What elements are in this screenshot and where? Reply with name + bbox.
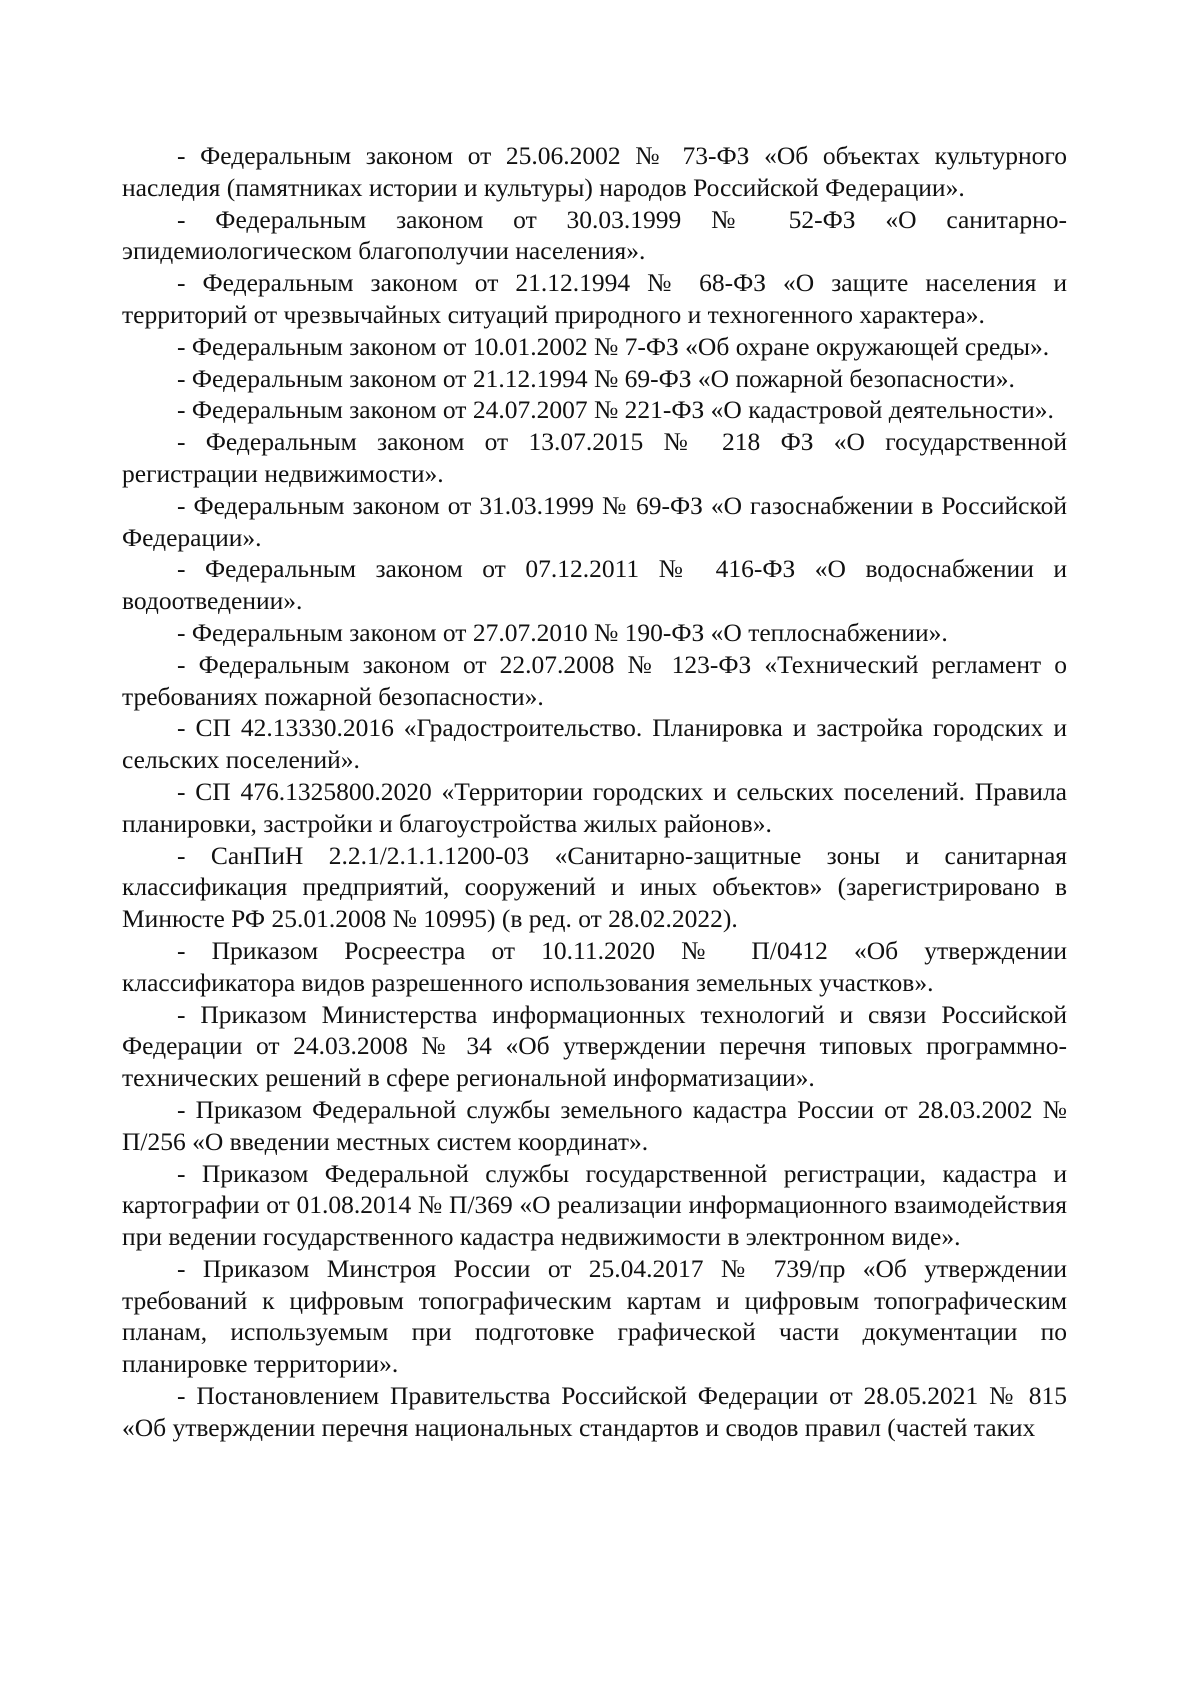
law-reference-item: - Федеральным законом от 30.03.1999 № 52-ФЗ «О санитарно-эпидемиологическом благополучии населения». xyxy=(122,204,1067,266)
law-reference-item: - Федеральным законом от 27.07.2010 № 190-ФЗ «О теплоснабжении». xyxy=(177,617,948,647)
law-reference-item: - Приказом Министерства информационных технологий и связи Российской Федерации от 24.03.2008 № 34 «Об утверждении перечня типовых программно-технических решений в сфере региональной информатизации». xyxy=(122,999,1067,1093)
law-reference-item: - Приказом Федеральной службы государственной регистрации, кадастра и картографии от 01.08.2014 № П/369 «О реализации информационного взаимодействия при ведении государственного кадастра недвижимости в электронном виде». xyxy=(122,1158,1067,1252)
law-reference-item: - Федеральным законом от 31.03.1999 № 69-ФЗ «О газоснабжении в Российской Федерации». xyxy=(122,490,1067,552)
law-reference-item: - Федеральным законом от 24.07.2007 № 221-ФЗ «О кадастровой деятельности». xyxy=(177,395,1054,425)
law-reference-item: - Приказом Минстроя России от 25.04.2017 № 739/пр «Об утверждении требований к цифровым топографическим картам и цифровым топографическим планам, используемым при подготовке графической части документации по планировке территории». xyxy=(122,1253,1067,1379)
law-reference-item: - Федеральным законом от 07.12.2011 № 416-ФЗ «О водоснабжении и водоотведении». xyxy=(122,554,1067,616)
law-reference-item: - Федеральным законом от 25.06.2002 № 73-ФЗ «Об объектах культурного наследия (памятниках истории и культуры) народов Российской Федерации». xyxy=(122,141,1067,202)
law-reference-item: - Приказом Федеральной службы земельного кадастра России от 28.03.2002 № П/256 «О введении местных систем координат». xyxy=(122,1094,1067,1156)
law-reference-item: - Постановлением Правительства Российской Федерации от 28.05.2021 № 815 «Об утверждении перечня национальных стандартов и сводов правил (частей таких xyxy=(122,1381,1067,1442)
law-reference-item: - СП 476.1325800.2020 «Территории городских и сельских поселений. Правила планировки, застройки и благоустройства жилых районов». xyxy=(122,776,1067,838)
law-reference-item: - Федеральным законом от 21.12.1994 № 68-ФЗ «О защите населения и территорий от чрезвычайных ситуаций природного и техногенного характера». xyxy=(122,268,1067,329)
law-reference-item: - Федеральным законом от 10.01.2002 № 7-ФЗ «Об охране окружающей среды». xyxy=(177,331,1050,361)
law-reference-item: - Приказом Росреестра от 10.11.2020 № П/0412 «Об утверждении классификатора видов разрешенного использования земельных участков». xyxy=(122,935,1067,997)
law-reference-item: - СП 42.13330.2016 «Градостроительство. Планировка и застройка городских и сельских поселений». xyxy=(122,713,1067,775)
law-reference-item: - Федеральным законом от 13.07.2015 № 218 ФЗ «О государственной регистрации недвижимости». xyxy=(122,427,1067,488)
document-page xyxy=(122,140,1067,1444)
law-reference-item: - Федеральным законом от 22.07.2008 № 123-ФЗ «Технический регламент о требованиях пожарной безопасности». xyxy=(122,649,1067,711)
law-reference-item: - Федеральным законом от 21.12.1994 № 69-ФЗ «О пожарной безопасности». xyxy=(177,363,1015,393)
law-reference-item: - СанПиН 2.2.1/2.1.1.1200-03 «Санитарно-защитные зоны и санитарная классификация предприятий, сооружений и иных объектов» (зарегистрировано в Минюсте РФ 25.01.2008 № 10995) (в ред. от 28.02.2022). xyxy=(122,840,1067,934)
